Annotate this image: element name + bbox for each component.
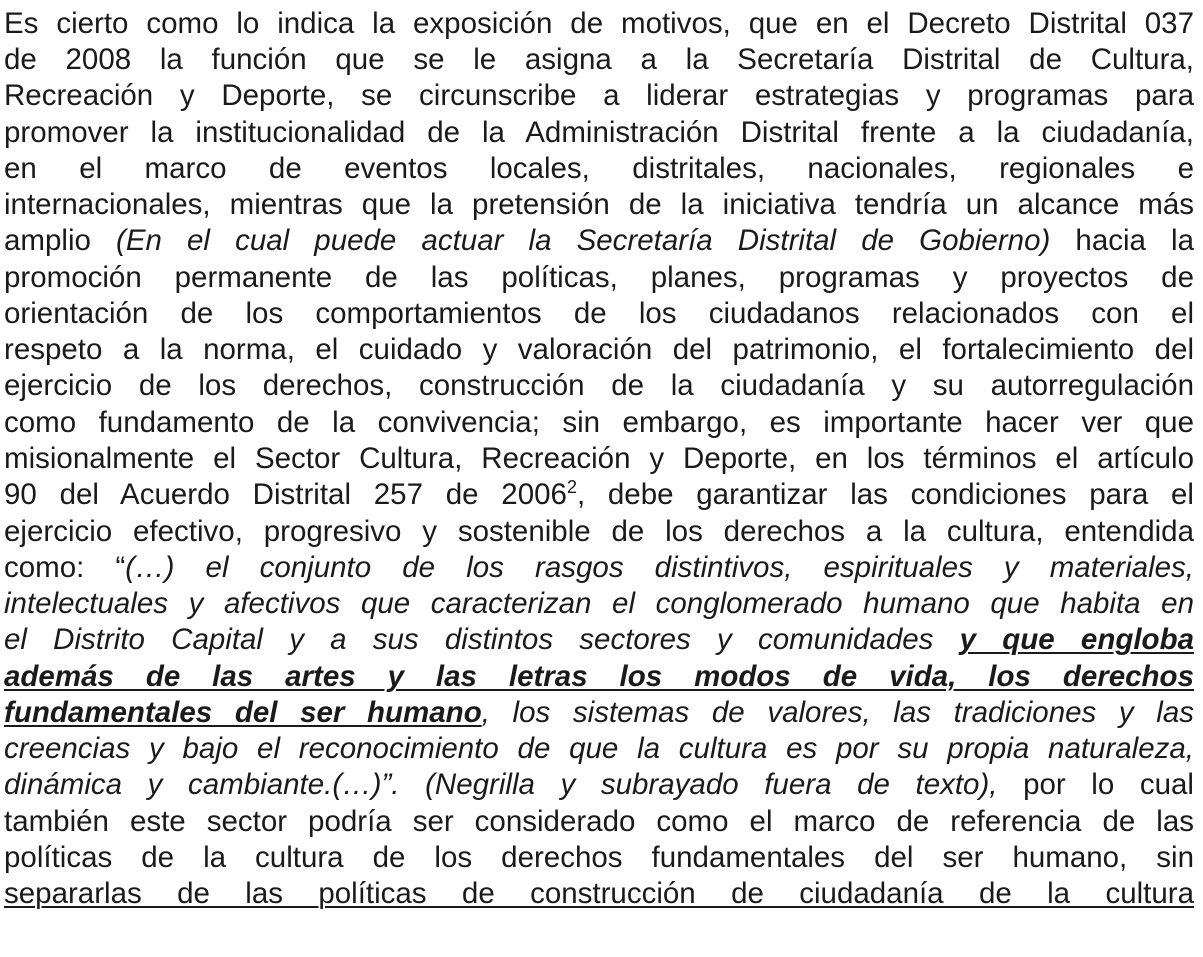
text-line: en el marco de eventos locales, distritales, nacionales, regionales e — [4, 152, 1194, 185]
text-line: respeto a la norma, el cuidado y valoración del patrimonio, el fortalecimiento del — [4, 333, 1194, 366]
underlined-text-run: separarlas de las políticas de construcción de ciudadanía de la cultura — [4, 877, 1194, 910]
italic-text-run: (…) el conjunto de los rasgos distintivos, espirituales y materiales, — [125, 551, 1194, 584]
text-run: como: “ — [4, 551, 126, 584]
bold-underlined-text-run: además de las artes y las letras los modos de vida, los derechos — [4, 660, 1194, 693]
text-run: , debe garantizar las condiciones para el — [576, 478, 1194, 511]
text-line: misionalmente el Sector Cultura, Recreación y Deporte, en los términos el artículo — [4, 442, 1194, 475]
text-run: por lo cual — [997, 768, 1194, 801]
italic-text-run: dinámica y cambiante.(…)”. (Negrilla y subrayado fuera de texto), — [4, 768, 998, 801]
text-line: ejercicio efectivo, progresivo y sostenible de los derechos a la cultura, entendida — [4, 515, 1194, 548]
text-line: políticas de la cultura de los derechos fundamentales del ser humano, sin — [4, 841, 1194, 874]
text-run: hacia la — [1050, 224, 1194, 257]
text-line: promover la institucionalidad de la Administración Distrital frente a la ciudadanía, — [4, 116, 1194, 149]
text-line — [4, 695, 1194, 731]
text-line — [4, 477, 1194, 513]
text-line: orientación de los comportamientos de los ciudadanos relacionados con el — [4, 297, 1194, 330]
text-line — [4, 550, 1194, 586]
text-line — [4, 876, 1194, 912]
text-run: 90 del Acuerdo Distrital 257 de 2006 — [4, 478, 567, 511]
text-line — [4, 586, 1194, 622]
text-line: Recreación y Deporte, se circunscribe a liderar estrategias y programas para — [4, 79, 1194, 112]
text-line — [4, 659, 1194, 695]
bold-underlined-text-run: y que engloba — [959, 623, 1194, 656]
text-line — [4, 731, 1194, 767]
bold-underlined-text-run: fundamentales del ser humano — [4, 696, 482, 729]
footnote-marker: 2 — [566, 477, 577, 498]
text-line: Es cierto como lo indica la exposición de motivos, que en el Decreto Distrital 037 — [4, 7, 1194, 40]
text-line — [4, 767, 1194, 803]
text-line — [4, 223, 1194, 259]
italic-text-run: , los sistemas de valores, las tradiciones y las — [481, 696, 1194, 729]
text-run: amplio — [4, 224, 117, 257]
text-line: promoción permanente de las políticas, planes, programas y proyectos de — [4, 261, 1194, 294]
italic-text-run: creencias y bajo el reconocimiento de que la cultura es por su propia naturaleza, — [4, 732, 1194, 765]
italic-text-run: el Distrito Capital y a sus distintos sectores y comunidades — [4, 623, 960, 656]
text-line: ejercicio de los derechos, construcción de la ciudadanía y su autorregulación — [4, 369, 1194, 402]
text-line: internacionales, mientras que la pretensión de la iniciativa tendría un alcance más — [4, 188, 1194, 221]
text-line: también este sector podría ser considerado como el marco de referencia de las — [4, 805, 1194, 838]
text-line — [4, 622, 1194, 658]
text-line: de 2008 la función que se le asigna a la Secretaría Distrital de Cultura, — [4, 43, 1194, 76]
italic-text-run: intelectuales y afectivos que caracterizan el conglomerado humano que habita en — [4, 587, 1194, 620]
text-line: como fundamento de la convivencia; sin embargo, es importante hacer ver que — [4, 406, 1194, 439]
italic-text-run: (En el cual puede actuar la Secretaría Distrital de Gobierno) — [116, 224, 1051, 257]
